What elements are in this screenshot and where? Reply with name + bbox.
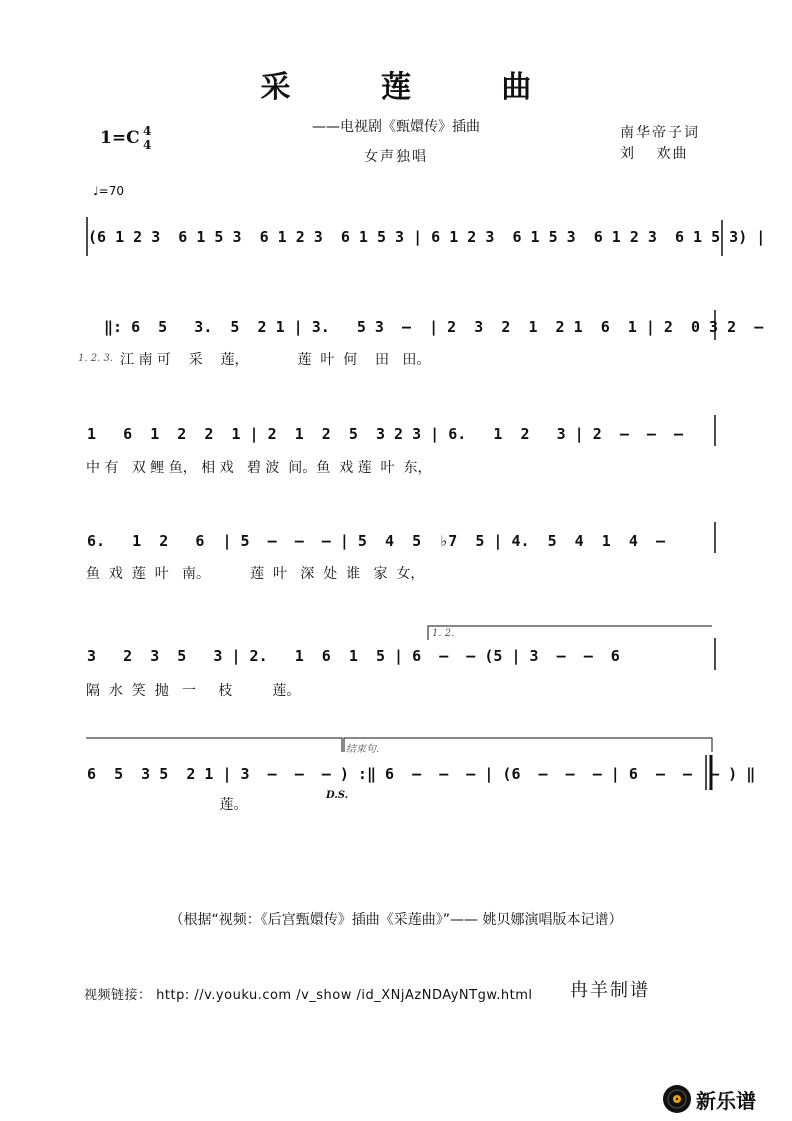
score-row-3-notes: 1 6 1 2 2 1 | 2 1 2 5 3 2 3 | 6. 1 2 3 | 2 – – – xyxy=(87,425,684,443)
video-link-url: http: //v.youku.com /v_show /id_XNjAzNDAyNTgw.html xyxy=(156,988,533,1003)
key-signature: 1=C xyxy=(100,128,140,148)
score-row-2-lyrics: 江 南 可 采 莲， 莲 叶 何 田 田。 xyxy=(120,352,431,368)
score-row-2-notes: ‖: 6 5 3. 5 2 1 | 3. 5 3 – | 2 3 2 1 2 1 6 1 | 2 0 3 2 – xyxy=(104,318,764,336)
subtitle: ——电视剧《甄嬛传》插曲 xyxy=(312,119,480,135)
score-row-6-lyrics: 莲。 xyxy=(86,797,248,813)
source-note: （根据“视频：《后宫甄嬛传》插曲《采莲曲》”—— 姚贝娜演唱版本记谱） xyxy=(169,912,623,928)
composer-credit: 刘 欢曲 xyxy=(620,146,689,162)
time-bottom: 4 xyxy=(143,138,152,152)
score-row-3-lyrics: 中 有 双 鲤 鱼， 相 戏 碧 波 间。鱼 戏 莲 叶 东， xyxy=(86,460,432,476)
volta-bracket-continue xyxy=(86,738,342,752)
vinyl-record-icon xyxy=(662,1084,692,1114)
logo-text: 新乐谱 xyxy=(696,1088,756,1113)
verse-marker: 1. 2. 3. xyxy=(78,353,113,364)
ds-marker: D.S. xyxy=(326,790,349,801)
volta-bracket-2 xyxy=(344,738,712,752)
score-row-5-lyrics: 隔 水 笑 抛 一 枝 莲。 xyxy=(86,683,301,699)
time-top: 4 xyxy=(143,124,152,138)
score-row-6-notes: 6 5 3 5 2 1 | 3 – – – ) :‖ 6 – – – | (6 – – – | 6 – – – ) ‖ xyxy=(87,765,756,783)
score-row-5-notes: 3 2 3 5 3 | 2. 1 6 1 5 | 6 – – (5 | 3 – – 6 xyxy=(87,647,620,665)
ending-marker-2: 结束句. xyxy=(346,744,380,755)
voice-type: 女声独唱 xyxy=(364,149,428,165)
ending-marker-1: 1. 2. xyxy=(432,628,455,639)
tempo-mark: ♩=70 xyxy=(93,184,124,198)
video-link xyxy=(84,984,533,1003)
video-link-label: 视频链接： xyxy=(84,988,152,1003)
site-logo xyxy=(662,1084,756,1114)
lyricist-credit: 南华帝子词 xyxy=(620,125,700,141)
volta-bracket-1 xyxy=(428,626,712,640)
transcriber-signature: 冉羊制谱 xyxy=(570,980,650,1001)
score-row-4-notes: 6. 1 2 6 | 5 – – – | 5 4 5 ♭7 5 | 4. 5 4 1 4 – xyxy=(87,532,665,550)
score-row-1-notes: (6 1 2 3 6 1 5 3 6 1 2 3 6 1 5 3 | 6 1 2 3 6 1 5 3 6 1 2 3 6 1 5 3) | xyxy=(88,228,766,246)
score-row-4-lyrics: 鱼 戏 莲 叶 南。 莲 叶 深 处 谁 家 女， xyxy=(86,566,425,582)
page-title: 采 莲 曲 xyxy=(260,70,572,105)
